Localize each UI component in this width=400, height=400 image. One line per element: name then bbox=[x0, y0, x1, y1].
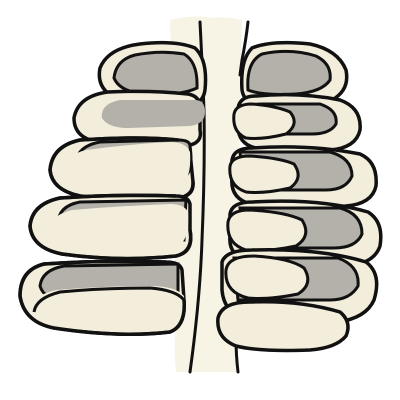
rib-right-1-cavity bbox=[248, 51, 330, 94]
rib-right-6 bbox=[218, 302, 348, 351]
rib-left-1-cavity bbox=[114, 52, 197, 94]
rib-right-2-front bbox=[234, 104, 294, 139]
rib-left-4-front bbox=[50, 204, 188, 250]
rib-left-2-cavity bbox=[102, 100, 205, 128]
rib-right-4-front bbox=[228, 210, 306, 251]
rib-right-5-front bbox=[226, 256, 308, 299]
rib-right-3-front bbox=[230, 156, 298, 193]
